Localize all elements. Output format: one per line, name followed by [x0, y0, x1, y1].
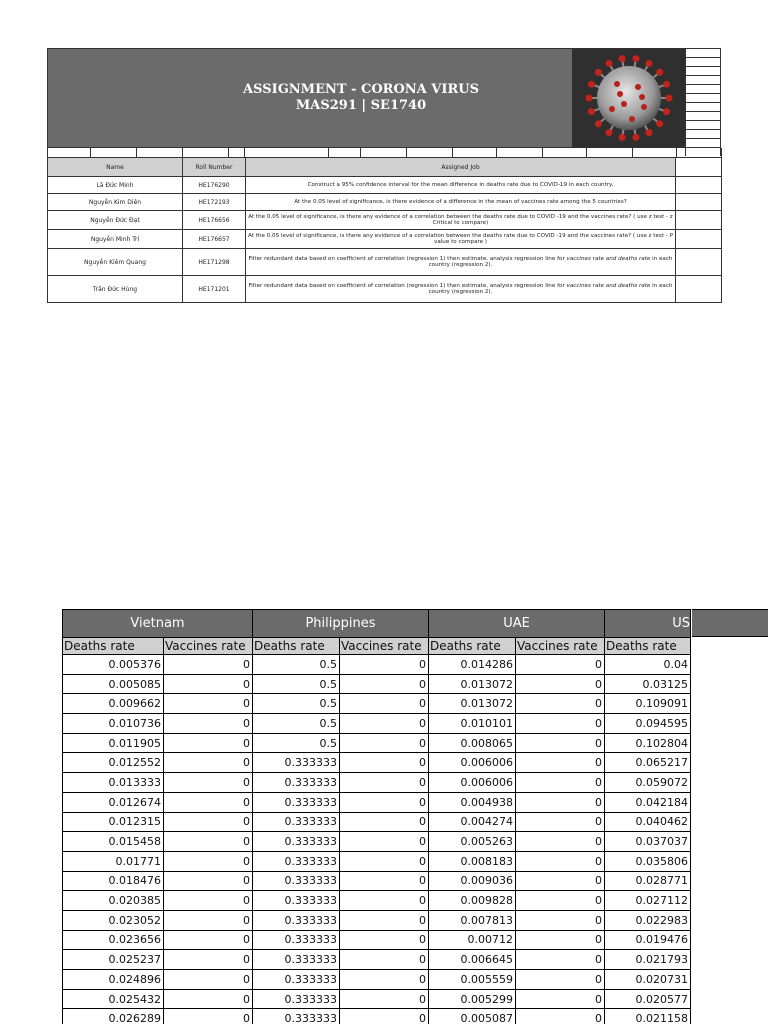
empty-cell: [676, 194, 722, 211]
data-cell: 0.333333: [253, 871, 340, 891]
data-cell: 0.025432: [63, 989, 164, 1009]
data-cell: 0.008065: [429, 733, 516, 753]
assignment-title-line1: ASSIGNMENT - CORONA VIRUS: [243, 82, 479, 97]
roll-number: HE176657: [183, 230, 246, 249]
table-row: [63, 891, 691, 911]
data-cell: 0: [164, 930, 253, 950]
country-uae: UAE: [429, 610, 605, 638]
data-cell: 0.012552: [63, 753, 164, 773]
data-cell: 0.333333: [253, 1009, 340, 1024]
data-cell: 0: [340, 950, 429, 970]
data-cell: 0: [164, 891, 253, 911]
data-cell: 0: [516, 655, 605, 675]
data-cell: 0: [516, 792, 605, 812]
data-cell: 0: [340, 989, 429, 1009]
data-cell: 0: [340, 753, 429, 773]
data-cell: 0.5: [253, 694, 340, 714]
data-cell: 0.333333: [253, 910, 340, 930]
data-cell: 0.333333: [253, 753, 340, 773]
data-cell: 0: [340, 674, 429, 694]
data-cell: 0: [164, 792, 253, 812]
data-cell: 0: [164, 812, 253, 832]
table-row: [63, 989, 691, 1009]
course-code: MAS291 | SE1740: [295, 98, 427, 113]
data-cell: 0.024896: [63, 970, 164, 990]
data-cell: 0.009662: [63, 694, 164, 714]
assigned-job-text: At the 0.05 level of significance, is there any evidence of a correlation between the deaths rate due to COVID -19 and the vaccines rate? ( use z test - z Critical to compare): [248, 213, 673, 226]
data-cell: 0.020577: [605, 989, 691, 1009]
column-label: Vaccines rate: [164, 638, 253, 655]
data-cell: 0.014286: [429, 655, 516, 675]
data-cell: 0: [164, 674, 253, 694]
data-cell: 0.333333: [253, 891, 340, 911]
assigned-job: [246, 194, 676, 211]
empty-cell: [676, 177, 722, 194]
data-cell: 0.015458: [63, 832, 164, 852]
sheet-grid-cells: [685, 48, 721, 156]
table-row: [63, 694, 691, 714]
data-cell: 0.026289: [63, 1009, 164, 1024]
data-cell: 0.010736: [63, 714, 164, 734]
table-row: [63, 1009, 691, 1024]
data-cell: 0: [516, 989, 605, 1009]
country-vietnam: Vietnam: [63, 610, 253, 638]
data-cell: 0.5: [253, 733, 340, 753]
data-cell: 0: [516, 910, 605, 930]
data-cell: 0.005263: [429, 832, 516, 852]
table-row: [63, 753, 691, 773]
assigned-job-italic: vaccines rate and deaths rate: [566, 255, 651, 262]
assignment-row: [48, 177, 722, 194]
empty-cell: [676, 158, 722, 177]
data-cell: 0: [164, 773, 253, 793]
data-cell: 0: [164, 989, 253, 1009]
data-cell: 0.040462: [605, 812, 691, 832]
data-cell: 0.01771: [63, 851, 164, 871]
member-name: Trần Đức Hùng: [48, 276, 183, 303]
data-cell: 0.065217: [605, 753, 691, 773]
data-cell: 0: [340, 694, 429, 714]
data-cell: 0: [340, 930, 429, 950]
data-cell: 0: [516, 1009, 605, 1024]
data-table-viewport: [62, 609, 768, 1024]
country-us: US: [605, 610, 691, 638]
table-row: [63, 733, 691, 753]
column-label: Vaccines rate: [516, 638, 605, 655]
data-cell: 0.004938: [429, 792, 516, 812]
roll-number: HE172193: [183, 194, 246, 211]
coronavirus-image: [572, 49, 686, 147]
data-cell: 0: [516, 773, 605, 793]
data-cell: 0.008183: [429, 851, 516, 871]
data-cell: 0.009036: [429, 871, 516, 891]
data-cell: 0.006006: [429, 753, 516, 773]
table-row: [63, 930, 691, 950]
column-label: Deaths rate: [605, 638, 691, 655]
data-cell: 0.00712: [429, 930, 516, 950]
data-cell: 0: [516, 714, 605, 734]
table-row: [63, 851, 691, 871]
data-cell: 0: [340, 1009, 429, 1024]
data-cell: 0.005085: [63, 674, 164, 694]
data-cell: 0.004274: [429, 812, 516, 832]
data-cell: 0: [164, 832, 253, 852]
data-cell: 0: [164, 871, 253, 891]
data-cell: 0.059072: [605, 773, 691, 793]
header-separator-row: [47, 148, 721, 157]
table-row: [63, 714, 691, 734]
data-cell: 0.006006: [429, 773, 516, 793]
data-cell: 0.012315: [63, 812, 164, 832]
data-cell: 0.042184: [605, 792, 691, 812]
data-cell: 0: [340, 970, 429, 990]
data-cell: 0.333333: [253, 851, 340, 871]
data-cell: 0.333333: [253, 950, 340, 970]
data-cell: 0: [516, 812, 605, 832]
data-cell: 0.094595: [605, 714, 691, 734]
member-name: Nguyễn Kim Diên: [48, 194, 183, 211]
data-cell: 0.007813: [429, 910, 516, 930]
data-cell: 0.027112: [605, 891, 691, 911]
data-cell: 0.010101: [429, 714, 516, 734]
data-cell: 0: [164, 655, 253, 675]
member-name: Lã Đức Minh: [48, 177, 183, 194]
data-cell: 0.013072: [429, 694, 516, 714]
data-cell: 0.333333: [253, 930, 340, 950]
data-cell: 0: [164, 950, 253, 970]
data-cell: 0: [340, 832, 429, 852]
data-cell: 0.020385: [63, 891, 164, 911]
assignment-row: [48, 276, 722, 303]
data-cell: 0.5: [253, 674, 340, 694]
data-cell: 0: [340, 773, 429, 793]
data-cell: 0: [516, 871, 605, 891]
data-cell: 0.005376: [63, 655, 164, 675]
table-row: [63, 812, 691, 832]
column-label: Deaths rate: [429, 638, 516, 655]
assignment-row: [48, 249, 722, 276]
assigned-job-text: At the 0.05 level of significance, is there any evidence of a correlation between the deaths rate due to COVID -19 and the vaccines rate? ( use z test - P value to compare ): [248, 232, 673, 245]
data-cell: 0.023052: [63, 910, 164, 930]
data-cell: 0.019476: [605, 930, 691, 950]
data-cell: 0.021158: [605, 1009, 691, 1024]
assignment-header-row: [48, 158, 722, 177]
assigned-job-text: Filter redundant data based on coefficient of correlation (regression 1) then estimate, analysis regression line for: [248, 255, 567, 262]
data-cell: 0.021793: [605, 950, 691, 970]
table-row: [63, 950, 691, 970]
data-cell: 0.013333: [63, 773, 164, 793]
roll-number: HE171201: [183, 276, 246, 303]
data-cell: 0: [164, 694, 253, 714]
column-label-row: [63, 638, 691, 655]
data-cell: 0.333333: [253, 812, 340, 832]
coronavirus-icon: [572, 49, 686, 147]
data-cell: 0.011905: [63, 733, 164, 753]
table-row: [63, 832, 691, 852]
empty-cell: [676, 230, 722, 249]
assigned-job-text: Construct a 95% confidence interval for the mean difference in deaths rate due to COVID-19 in each country.: [307, 181, 614, 188]
roll-number: HE176290: [183, 177, 246, 194]
data-cell: 0: [340, 812, 429, 832]
data-cell: 0: [516, 970, 605, 990]
assigned-job: [246, 230, 676, 249]
data-cell: 0.009828: [429, 891, 516, 911]
data-cell: 0: [340, 871, 429, 891]
data-cell: 0.005559: [429, 970, 516, 990]
data-cell: 0.028771: [605, 871, 691, 891]
data-cell: 0.005087: [429, 1009, 516, 1024]
table-row: [63, 871, 691, 891]
member-name: Nguyễn Minh Trí: [48, 230, 183, 249]
data-cell: 0: [340, 792, 429, 812]
data-cell: 0.025237: [63, 950, 164, 970]
assignment-row: [48, 194, 722, 211]
data-cell: 0.012674: [63, 792, 164, 812]
assigned-job: [246, 211, 676, 230]
data-cell: 0.5: [253, 714, 340, 734]
data-cell: 0.006645: [429, 950, 516, 970]
assigned-job: [246, 177, 676, 194]
assigned-job-text: Filter redundant data based on coefficient of correlation (regression 1) then estimate, analysis regression line for: [248, 282, 567, 289]
data-cell: 0: [164, 851, 253, 871]
title-banner: [47, 48, 685, 148]
data-cell: 0: [164, 910, 253, 930]
data-cell: 0: [516, 930, 605, 950]
data-cell: 0: [164, 714, 253, 734]
data-cell: 0: [340, 891, 429, 911]
roll-number: HE176656: [183, 211, 246, 230]
data-cell: 0.5: [253, 655, 340, 675]
column-label: Vaccines rate: [340, 638, 429, 655]
data-cell: 0.03125: [605, 674, 691, 694]
data-cell: 0: [340, 910, 429, 930]
data-cell: 0: [164, 753, 253, 773]
data-cell: 0.333333: [253, 792, 340, 812]
assigned-job-tail: in each country (regression 2).: [428, 255, 673, 268]
column-label: Deaths rate: [253, 638, 340, 655]
data-cell: 0: [340, 851, 429, 871]
data-cell: 0: [516, 832, 605, 852]
data-cell: 0.035806: [605, 851, 691, 871]
data-cell: 0: [164, 1009, 253, 1024]
country-header-row: [63, 610, 691, 638]
member-name: Nguyễn Đức Đạt: [48, 211, 183, 230]
data-cell: 0: [340, 655, 429, 675]
table-row: [63, 655, 691, 675]
data-cell: 0: [340, 714, 429, 734]
data-cell: 0.005299: [429, 989, 516, 1009]
empty-cell: [676, 249, 722, 276]
empty-cell: [676, 211, 722, 230]
assignment-row: [48, 230, 722, 249]
data-cell: 0: [164, 970, 253, 990]
table-row: [63, 674, 691, 694]
data-cell: 0.333333: [253, 832, 340, 852]
data-cell: 0.037037: [605, 832, 691, 852]
assigned-job-italic: vaccines rate and deaths rate: [566, 282, 651, 289]
data-cell: 0.023656: [63, 930, 164, 950]
data-cell: 0.333333: [253, 989, 340, 1009]
data-cell: 0: [516, 694, 605, 714]
data-cell: 0: [340, 733, 429, 753]
data-cell: 0: [516, 753, 605, 773]
assignment-row: [48, 211, 722, 230]
data-cell: 0: [516, 674, 605, 694]
table-row: [63, 792, 691, 812]
assigned-job: [246, 276, 676, 303]
country-philippines: Philippines: [253, 610, 429, 638]
roll-number: HE171298: [183, 249, 246, 276]
header-name: Name: [48, 158, 183, 177]
assigned-job: [246, 249, 676, 276]
data-cell: 0.04: [605, 655, 691, 675]
data-cell: 0.333333: [253, 970, 340, 990]
country-data-table: [62, 609, 691, 1024]
header-roll-number: Roll Number: [183, 158, 246, 177]
table-row: [63, 970, 691, 990]
data-cell: 0: [516, 733, 605, 753]
data-cell: 0: [516, 891, 605, 911]
data-cell: 0.333333: [253, 773, 340, 793]
data-cell: 0.018476: [63, 871, 164, 891]
column-label: Deaths rate: [63, 638, 164, 655]
data-cell: 0.022983: [605, 910, 691, 930]
data-cell: 0.020731: [605, 970, 691, 990]
assigned-job-tail: in each country (regression 2).: [428, 282, 673, 295]
header-assigned-job: Assigned Job: [246, 158, 676, 177]
assignment-table: [47, 157, 722, 303]
data-cell: 0: [516, 950, 605, 970]
table-row: [63, 910, 691, 930]
data-cell: 0: [516, 851, 605, 871]
table-row: [63, 773, 691, 793]
member-name: Nguyễn Kiêm Quang: [48, 249, 183, 276]
assigned-job-text: At the 0.05 level of significance, is there evidence of a difference in the mean of vaccines rate among the 5 countries?: [294, 198, 627, 205]
data-cell: 0.109091: [605, 694, 691, 714]
empty-cell: [676, 276, 722, 303]
data-cell: 0.013072: [429, 674, 516, 694]
data-cell: 0.102804: [605, 733, 691, 753]
data-cell: 0: [164, 733, 253, 753]
